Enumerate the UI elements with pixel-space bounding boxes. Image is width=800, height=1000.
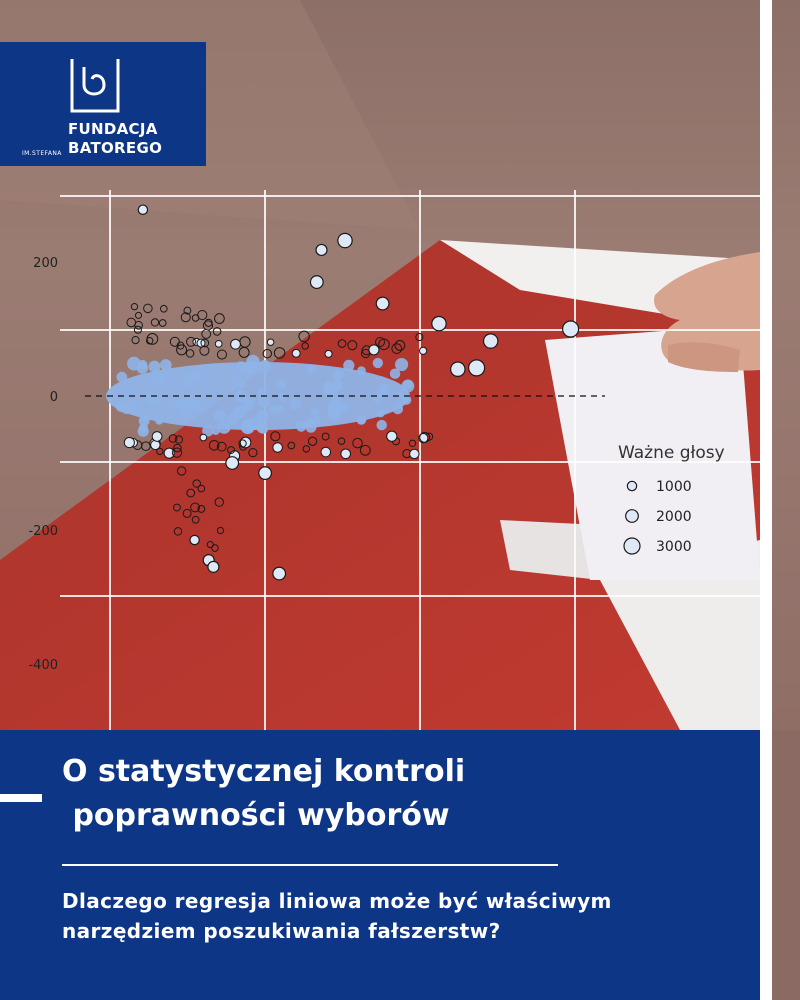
dense-point <box>376 409 384 417</box>
scatter-point <box>186 350 194 358</box>
scatter-point <box>310 276 323 289</box>
dense-point <box>180 400 188 408</box>
dense-point <box>129 400 140 411</box>
chart-legend <box>618 443 725 555</box>
logo-small-text: IM.STEFANA <box>22 150 62 157</box>
dense-point <box>311 408 320 417</box>
dense-point <box>395 391 403 399</box>
scatter-point <box>208 561 219 572</box>
dense-point <box>333 370 344 381</box>
scatter-point <box>376 297 389 310</box>
scatter-point <box>308 437 316 445</box>
legend-label: 2000 <box>656 509 692 525</box>
scatter-point <box>198 485 205 492</box>
scatter-point <box>299 331 309 341</box>
legend-marker <box>627 481 636 490</box>
headline-line-1: O statystycznej kontroli <box>62 754 466 789</box>
scatter-point <box>192 516 199 523</box>
scatter-point <box>132 337 139 344</box>
dense-point <box>182 373 192 383</box>
scatter-point <box>469 360 485 376</box>
scatter-point <box>387 431 397 441</box>
logo-line-batorego: BATOREGO <box>68 139 163 157</box>
dense-point <box>269 406 277 414</box>
scatter-point <box>212 545 219 552</box>
scatter-point <box>353 438 363 448</box>
y-tick-label: -200 <box>28 524 58 539</box>
dense-point <box>235 361 246 372</box>
dense-point <box>116 401 128 413</box>
scatter-point <box>217 350 226 359</box>
scatter-point <box>127 318 136 327</box>
headline-line-2: poprawności wyborów <box>62 798 450 833</box>
scatter-point <box>288 442 295 449</box>
scatter-point <box>432 316 446 330</box>
accent-bar <box>0 794 42 802</box>
scatter-point <box>338 233 352 247</box>
dense-point <box>276 380 286 390</box>
logo-line-fundacja: FUNDACJA <box>68 120 158 138</box>
dense-point <box>343 360 354 371</box>
y-tick-label: 200 <box>33 256 58 271</box>
scatter-point <box>361 349 369 357</box>
scatter-point <box>267 339 273 345</box>
subheadline: Dlaczego regresja liniowa może być właściwym narzędziem poszukiwania fałszerstw? <box>62 889 612 943</box>
dense-point <box>377 420 387 430</box>
dense-point <box>356 415 366 425</box>
scatter-point <box>151 319 158 326</box>
y-tick-label: 0 <box>49 390 58 405</box>
scatter-point <box>484 334 498 348</box>
scatter-point <box>226 457 239 470</box>
dense-point <box>392 404 403 415</box>
dense-point <box>241 420 255 434</box>
dense-point <box>278 392 287 401</box>
scatter-point <box>152 432 162 442</box>
scatter-point <box>170 337 179 346</box>
dense-point <box>148 361 160 373</box>
scatter-point <box>240 337 250 347</box>
dense-point <box>323 383 337 397</box>
scatter-point <box>205 319 212 326</box>
scatter-point <box>249 448 257 456</box>
dense-point <box>140 413 149 422</box>
scatter-point <box>369 345 379 355</box>
scatter-point <box>239 347 249 357</box>
scatter-point <box>144 304 153 313</box>
divider-line <box>62 864 558 866</box>
scatter-point <box>341 449 351 459</box>
scatter-point <box>376 338 385 347</box>
scatter-point <box>271 432 280 441</box>
scatter-point <box>274 348 285 359</box>
scatter-point <box>360 445 370 455</box>
dense-point <box>146 392 156 402</box>
scatter-point <box>177 345 187 355</box>
scatter-point <box>187 489 195 497</box>
dense-point <box>155 417 163 425</box>
scatter-point <box>231 339 241 349</box>
scatter-point <box>451 362 465 376</box>
scatter-point <box>174 504 181 511</box>
scatter-point <box>177 467 185 475</box>
dense-point <box>160 359 172 371</box>
y-axis-ticks <box>28 256 58 673</box>
scatter-point <box>302 343 308 349</box>
dense-point <box>307 364 316 373</box>
scatter-point <box>200 434 207 441</box>
scatter-point <box>138 205 147 214</box>
legend-marker <box>626 510 639 523</box>
scatter-point <box>215 498 223 506</box>
scatter-point <box>273 443 283 453</box>
dense-point <box>117 372 128 383</box>
scatter-point <box>157 448 163 454</box>
dense-point <box>357 366 366 375</box>
scatter-point <box>292 349 300 357</box>
scatter-point <box>338 438 345 445</box>
scatter-point <box>174 528 181 535</box>
scatter-point <box>124 437 134 447</box>
scatter-point <box>131 303 137 309</box>
scatter-point <box>325 350 332 357</box>
scatter-point <box>142 442 151 451</box>
dense-point <box>373 358 383 368</box>
dense-point <box>402 395 411 404</box>
scatter-point <box>159 320 166 327</box>
dense-point <box>296 421 306 431</box>
scatter-point <box>217 527 223 533</box>
scatter-point <box>160 305 167 312</box>
scatter-point <box>321 447 331 457</box>
foundation-logo-icon <box>68 57 120 113</box>
dense-point <box>227 413 239 425</box>
dense-point <box>212 427 220 435</box>
dense-point <box>257 410 269 422</box>
dense-point <box>195 402 205 412</box>
scatter-point <box>215 314 225 324</box>
scatter-point <box>135 312 141 318</box>
dense-point <box>312 416 321 425</box>
legend-title: Ważne głosy <box>618 443 725 463</box>
dense-point <box>259 360 271 372</box>
scatter-point <box>316 244 327 255</box>
scatter-point <box>303 446 309 452</box>
scatter-point <box>338 340 346 348</box>
legend-label: 1000 <box>656 479 692 495</box>
headline <box>62 750 465 838</box>
scatter-point <box>215 340 222 347</box>
dense-point <box>379 384 389 394</box>
scatter-point <box>322 433 329 440</box>
dense-point <box>257 423 267 433</box>
scatter-point <box>259 467 272 480</box>
scatter-point <box>409 440 415 446</box>
y-tick-label: -400 <box>28 658 58 673</box>
legend-marker <box>624 538 640 554</box>
scatter-point <box>183 509 191 517</box>
dense-point <box>138 360 147 369</box>
scatter-point <box>420 347 427 354</box>
dense-point <box>150 373 163 386</box>
dense-point <box>214 410 226 422</box>
scatter-point <box>192 315 199 322</box>
scatter-point <box>273 567 286 580</box>
dense-point <box>123 388 133 398</box>
scatter-point <box>563 321 579 337</box>
scatter-point <box>190 535 199 544</box>
right-white-stripe <box>760 0 772 1000</box>
scatter-point <box>348 341 357 350</box>
scatter-point <box>213 328 221 336</box>
dense-point <box>192 370 205 383</box>
scatter-point <box>135 321 143 329</box>
dense-point <box>234 377 246 389</box>
scatter-point <box>410 449 419 458</box>
dense-point <box>404 380 413 389</box>
dense-point <box>289 397 302 410</box>
legend-label: 3000 <box>656 539 692 555</box>
dense-point <box>390 368 400 378</box>
